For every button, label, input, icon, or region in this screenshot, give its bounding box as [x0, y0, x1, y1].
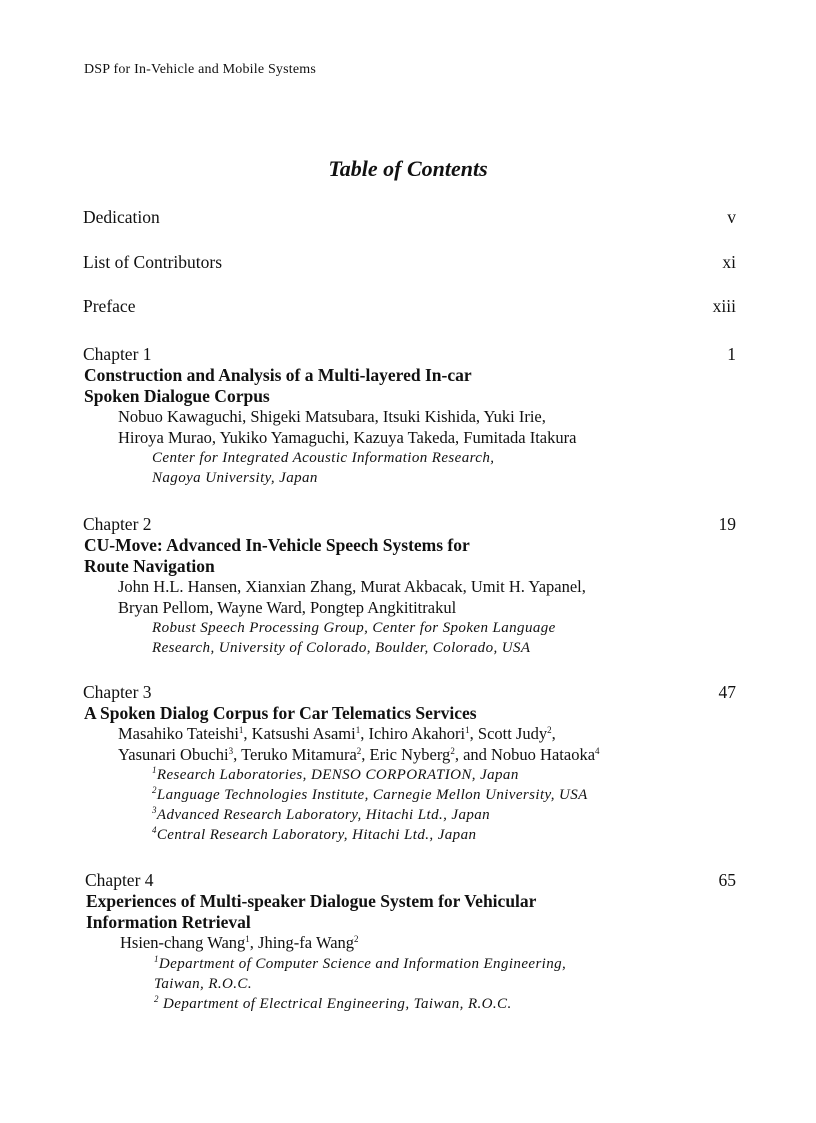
entry-page: v — [727, 207, 736, 227]
chapter-label: Chapter 3 — [83, 682, 152, 702]
toc-entry-contributors[interactable] — [83, 252, 736, 273]
chapter-affiliation: Robust Speech Processing Group, Center for Spoken Language Research, University of Colorado, Boulder, Colorado, USA — [152, 620, 556, 656]
entry-page: xiii — [712, 296, 736, 316]
entry-label: List of Contributors — [83, 252, 223, 272]
chapter-affiliation: Center for Integrated Acoustic Information Research, Nagoya University, Japan — [152, 450, 495, 486]
chapter-title: CU-Move: Advanced In-Vehicle Speech Systems for Route Navigation — [84, 535, 470, 576]
running-head: DSP for In-Vehicle and Mobile Systems — [84, 62, 317, 77]
toc-chapter-2[interactable] — [83, 513, 736, 658]
chapter-label: Chapter 1 — [83, 344, 152, 364]
toc-chapter-4[interactable] — [85, 869, 738, 1014]
chapter-page: 65 — [718, 870, 736, 890]
chapter-authors: Masahiko Tateishi$^1$, Katsushi Asami$^1$, Ichiro Akahori$^1$, Scott Judy$^2$, Yasunari Obuchi$^3$, Teruko Mitamura$^2$, Eric Nyberg$^2$, and Nobuo Hataoka$^4$ — [118, 724, 600, 764]
chapter-label: Chapter 4 — [85, 870, 154, 890]
chapter-authors: John H.L. Hansen, Xianxian Zhang, Murat Akbacak, Umit H. Yapanel, Bryan Pellom, Wayne Ward, Pongtep Angkititrakul — [118, 577, 586, 617]
toc-entry-preface[interactable] — [83, 296, 736, 317]
page-title: Table of Contents — [328, 156, 488, 181]
chapter-page: 47 — [718, 682, 736, 702]
chapter-title: A Spoken Dialog Corpus for Car Telematics Services — [84, 703, 477, 723]
chapter-authors: Hsien-chang Wang$^1$, Jhing-fa Wang$^2$ — [120, 933, 359, 952]
toc-entry-dedication[interactable] — [83, 207, 736, 228]
entry-label: Dedication — [83, 207, 160, 227]
chapter-authors: Nobuo Kawaguchi, Shigeki Matsubara, Itsuki Kishida, Yuki Irie, Hiroya Murao, Yukiko Yamaguchi, Kazuya Takeda, Fumitada Itakura — [118, 407, 577, 447]
chapter-page: 19 — [718, 514, 736, 534]
chapter-page: 1 — [727, 344, 736, 364]
chapter-affiliation: $^1$Department of Computer Science and Information Engineering, Taiwan, R.O.C. $^2$ Department of Electrical Engineering, Taiwan, R.O.C. — [154, 953, 567, 1012]
chapter-title: Experiences of Multi-speaker Dialogue System for Vehicular Information Retrieval — [86, 891, 537, 932]
entry-page: xi — [722, 252, 736, 272]
entry-label: Preface — [83, 296, 136, 316]
toc-chapter-3[interactable] — [83, 681, 736, 845]
chapter-title: Construction and Analysis of a Multi-layered In-car Spoken Dialogue Corpus — [84, 365, 472, 406]
toc-chapter-1[interactable] — [83, 343, 736, 488]
chapter-label: Chapter 2 — [83, 514, 152, 534]
chapter-affiliation: $^1$Research Laboratories, DENSO CORPORATION, Japan $^2$Language Technologies Institute, Carnegie Mellon University, USA $^3$Advanced Research Laboratory, Hitachi Ltd., Japan $^4$Central Research Laboratory, Hitachi Ltd., Japan — [152, 765, 588, 843]
